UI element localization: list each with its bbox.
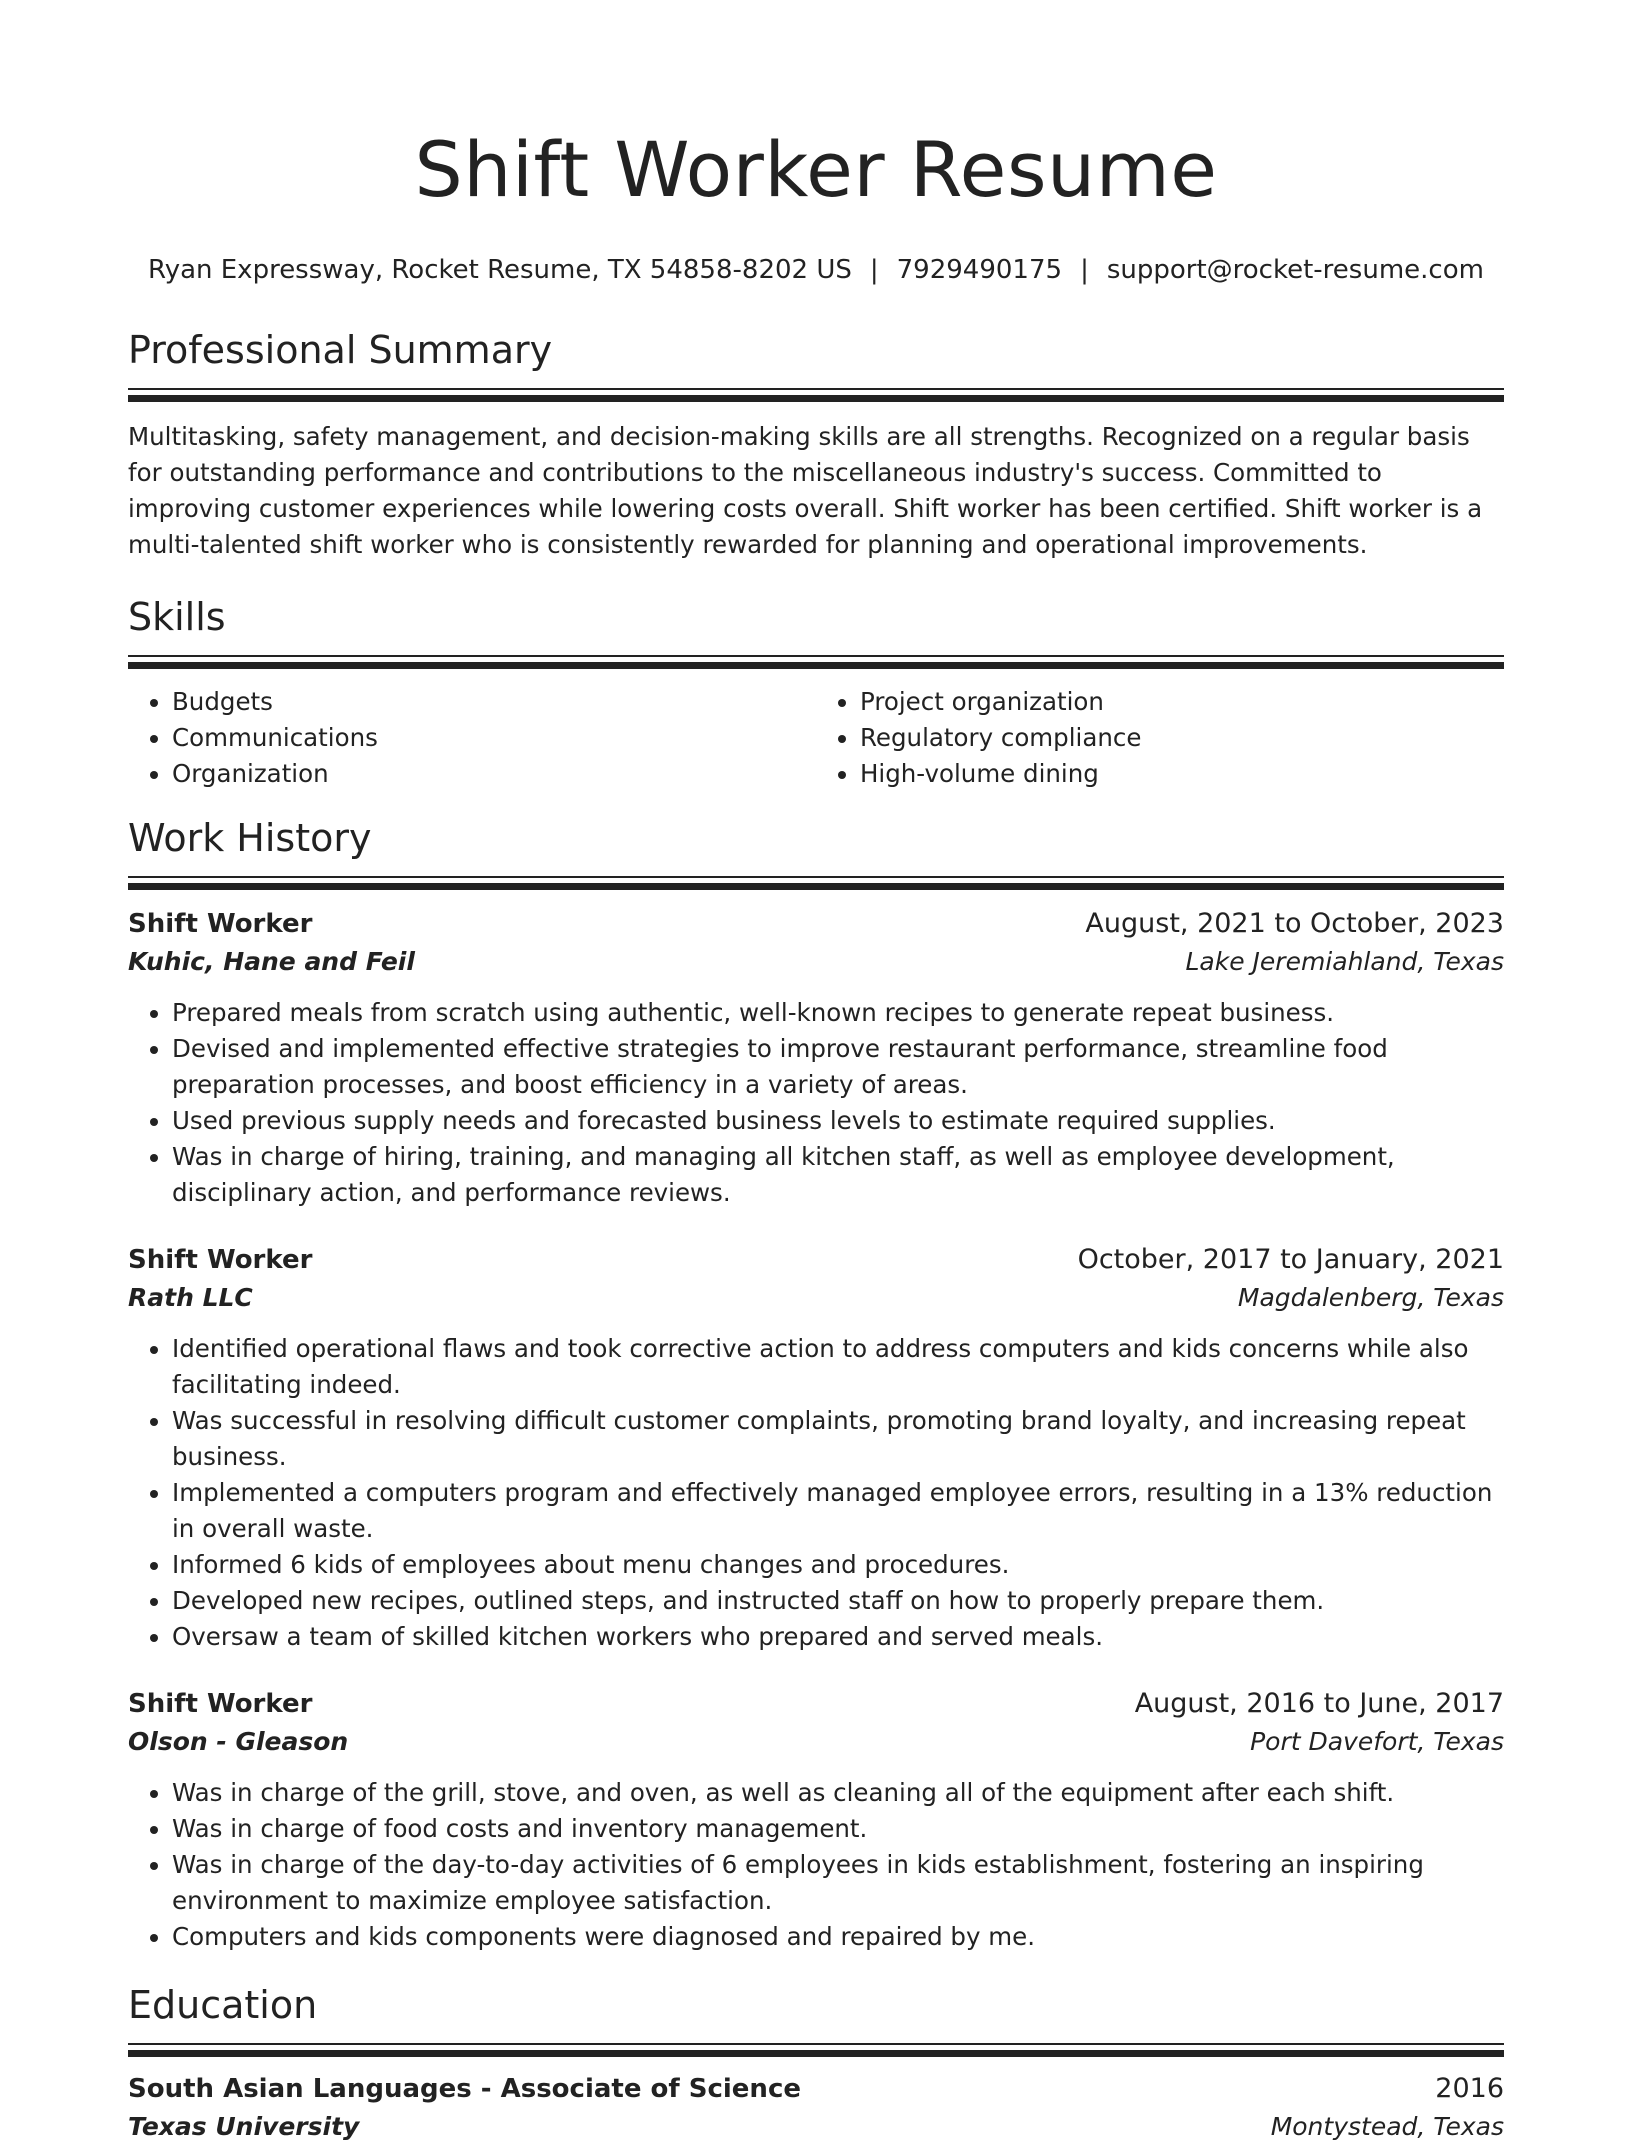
job-bullet: • Was in charge of food costs and inventory management.: [172, 1811, 1504, 1847]
job-bullet: • Was successful in resolving difficult customer complaints, promoting brand loyalty, and increasing repeat business.: [172, 1403, 1504, 1475]
skill-item: • Regulatory compliance: [860, 720, 1504, 756]
summary-section: [128, 326, 1504, 563]
skills-left-list: [128, 684, 816, 792]
job-entry: [128, 905, 1504, 1211]
skills-columns: [128, 684, 1504, 792]
school-location: Montystead, Texas: [1270, 2112, 1504, 2141]
contact-separator: |: [1080, 255, 1089, 285]
job-bullet: • Used previous supply needs and forecasted business levels to estimate required supplies.: [172, 1103, 1504, 1139]
job-entry: [128, 1685, 1504, 1955]
job-bullet: • Identified operational flaws and took corrective action to address computers and kids concerns while also facilitating indeed.: [172, 1331, 1504, 1403]
job-bullet: • Was in charge of the grill, stove, and oven, as well as cleaning all of the equipment after each shift.: [172, 1775, 1504, 1811]
job-bullet: • Was in charge of the day-to-day activities of 6 employees in kids establishment, fostering an inspiring environment to maximize employee satisfaction.: [172, 1847, 1504, 1919]
job-bullet: • Prepared meals from scratch using authentic, well-known recipes to generate repeat business.: [172, 995, 1504, 1031]
education-section: [128, 1981, 1504, 2146]
summary-text: Multitasking, safety management, and decision-making skills are all strengths. Recognized on a regular basis for outstanding performance and contributions to the miscellaneous industry's success. Committed to improving customer experiences while lowering costs overall. Shift worker has been certified. Shift worker is a multi-talented shift worker who is consistently rewarded for planning and operational improvements.: [128, 422, 1483, 559]
job-bullet: • Computers and kids components were diagnosed and repaired by me.: [172, 1919, 1504, 1955]
job-dates: August, 2016 to June, 2017: [1134, 1688, 1504, 1719]
section-heading: Education: [128, 1983, 318, 2027]
section-heading: Skills: [128, 595, 226, 639]
address: Ryan Expressway, Rocket Resume, TX 54858-8202 US: [148, 255, 852, 285]
skill-item: • High-volume dining: [860, 756, 1504, 792]
job-bullet: • Informed 6 kids of employees about menu changes and procedures.: [172, 1547, 1504, 1583]
skill-item: • Project organization: [860, 684, 1504, 720]
section-heading: Professional Summary: [128, 328, 553, 372]
skills-right-list: [816, 684, 1504, 792]
resume-title: Shift Worker Resume: [414, 125, 1218, 214]
skill-item: • Organization: [172, 756, 816, 792]
job-company: Kuhic, Hane and Feil: [128, 947, 415, 976]
section-heading: Work History: [128, 816, 372, 860]
contact-line: [128, 252, 1504, 288]
section-divider: [128, 876, 1504, 883]
job-bullet: • Developed new recipes, outlined steps, and instructed staff on how to properly prepare them.: [172, 1583, 1504, 1619]
job-company: Olson - Gleason: [128, 1727, 349, 1756]
job-bullets: [128, 1331, 1504, 1655]
job-entry: [128, 1241, 1504, 1655]
school-name: Texas University: [128, 2112, 360, 2141]
education-entry: [128, 2070, 1504, 2146]
job-location: Lake Jeremiahland, Texas: [1185, 947, 1504, 976]
job-title: Shift Worker: [128, 1245, 313, 1275]
work-section: [128, 814, 1504, 1955]
job-dates: October, 2017 to January, 2021: [1077, 1244, 1504, 1275]
section-divider: [128, 2043, 1504, 2050]
graduation-year: 2016: [1435, 2073, 1504, 2104]
job-location: Magdalenberg, Texas: [1237, 1283, 1504, 1312]
skills-section: [128, 593, 1504, 792]
job-title: Shift Worker: [128, 1689, 313, 1719]
section-divider: [128, 388, 1504, 395]
email: support@rocket-resume.com: [1106, 255, 1484, 285]
skill-item: • Budgets: [172, 684, 816, 720]
job-dates: August, 2021 to October, 2023: [1085, 908, 1504, 939]
skill-item: • Communications: [172, 720, 816, 756]
section-divider: [128, 655, 1504, 662]
job-bullet: • Was in charge of hiring, training, and managing all kitchen staff, as well as employee development, disciplinary action, and performance reviews.: [172, 1139, 1504, 1211]
job-bullet: • Devised and implemented effective strategies to improve restaurant performance, streamline food preparation processes, and boost efficiency in a variety of areas.: [172, 1031, 1504, 1103]
job-bullet: • Implemented a computers program and effectively managed employee errors, resulting in a 13% reduction in overall waste.: [172, 1475, 1504, 1547]
job-location: Port Davefort, Texas: [1250, 1727, 1504, 1756]
job-bullets: [128, 1775, 1504, 1955]
job-title: Shift Worker: [128, 909, 313, 939]
job-bullets: [128, 995, 1504, 1211]
job-bullet: • Oversaw a team of skilled kitchen workers who prepared and served meals.: [172, 1619, 1504, 1655]
job-company: Rath LLC: [128, 1283, 253, 1312]
phone: 7929490175: [896, 255, 1063, 285]
degree: South Asian Languages - Associate of Science: [128, 2074, 801, 2104]
contact-separator: |: [869, 255, 879, 285]
